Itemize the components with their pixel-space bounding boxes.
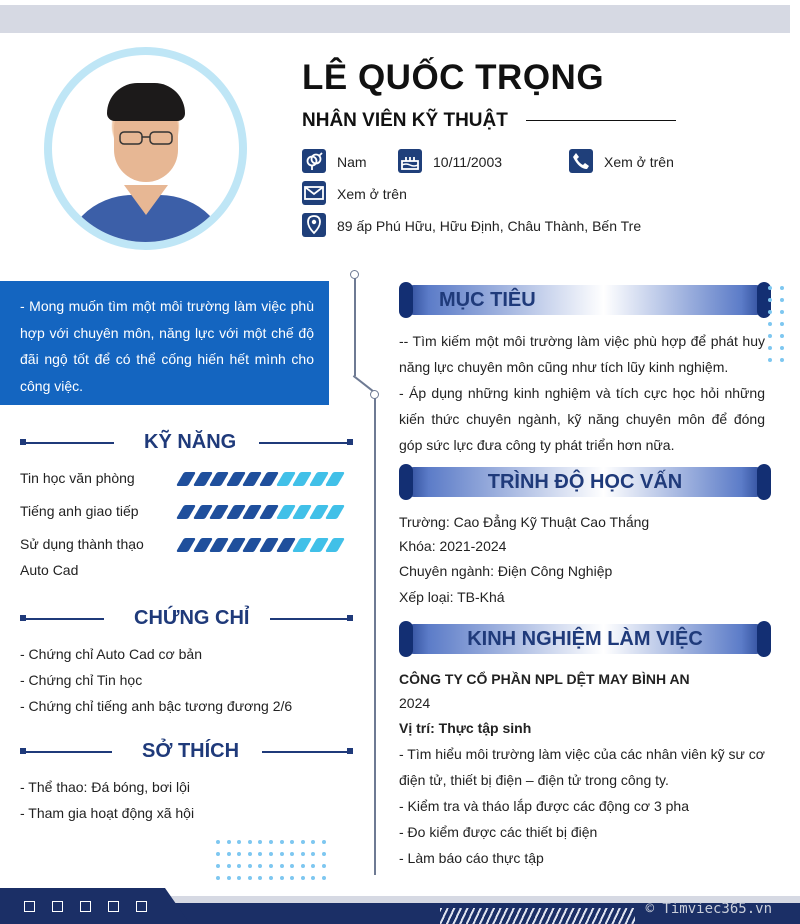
decorative-dot: [258, 876, 262, 880]
decorative-dot: [216, 876, 220, 880]
decorative-dot-grid: [216, 840, 333, 880]
skill-segment-empty: [325, 538, 345, 552]
decorative-dot: [280, 864, 284, 868]
experience-task: - Kiểm tra và tháo lắp được các động cơ 3 pha: [399, 798, 689, 814]
decorative-dot: [322, 852, 326, 856]
phone-icon: [569, 149, 593, 173]
decorative-dot: [780, 358, 784, 362]
timeline-dot: [350, 270, 359, 279]
heading-rule: [259, 442, 352, 444]
certificate-item: - Chứng chỉ Auto Cad cơ bản: [20, 646, 202, 662]
education-school: Trường: Cao Đẳng Kỹ Thuật Cao Thắng: [399, 514, 650, 530]
decorative-dot: [280, 840, 284, 844]
decorative-dot-grid: [768, 286, 792, 362]
decorative-dot: [237, 876, 241, 880]
gender-icon: [302, 149, 326, 173]
top-banner: [0, 5, 790, 33]
decorative-dot: [311, 840, 315, 844]
address-value: 89 ấp Phú Hữu, Hữu Định, Châu Thành, Bến Tre: [337, 218, 642, 234]
decorative-dot: [311, 852, 315, 856]
decorative-dot: [290, 876, 294, 880]
experience-task: - Tìm hiểu môi trường làm việc của các nhân viên kỹ sư cơ điện tử, thiết bị điện – điện tử trong công ty.: [399, 746, 765, 788]
decorative-dot: [269, 864, 273, 868]
decorative-dot: [290, 852, 294, 856]
decorative-dot: [780, 298, 784, 302]
email-value: Xem ở trên: [337, 186, 407, 202]
experience-heading: KINH NGHIỆM LÀM VIỆC: [467, 628, 703, 650]
timeline-line: [374, 395, 376, 875]
education-heading-banner: [399, 464, 771, 500]
decorative-dot: [258, 852, 262, 856]
decorative-dot: [290, 840, 294, 844]
skill-rating-bar: [180, 505, 346, 519]
heading-marker: [347, 439, 353, 445]
decorative-dot: [216, 864, 220, 868]
decorative-dot: [311, 864, 315, 868]
avatar: [52, 55, 239, 242]
decorative-dot: [237, 852, 241, 856]
decorative-dot: [768, 322, 772, 326]
decorative-dot: [322, 840, 326, 844]
company-name: CÔNG TY CỔ PHẦN NPL DỆT MAY BÌNH AN: [399, 671, 690, 687]
decorative-dot: [258, 840, 262, 844]
education-heading: TRÌNH ĐỘ HỌC VẤN: [487, 471, 683, 493]
heading-marker: [347, 615, 353, 621]
skill-rating-bar: [180, 472, 346, 486]
decorative-dot: [301, 852, 305, 856]
decorative-dot: [216, 852, 220, 856]
location-pin-icon: [302, 213, 326, 237]
candidate-name: LÊ QUỐC TRỌNG: [302, 58, 605, 97]
decorative-dot: [280, 852, 284, 856]
career-goal-text: - Mong muốn tìm một môi trường làm việc phù hợp với chuyên môn, năng lực với một chế độ đãi ngộ tốt để có thể cống hiến hết mình cho công việc.: [20, 298, 314, 394]
skill-segment-empty: [325, 472, 345, 486]
decorative-dot: [248, 852, 252, 856]
experience-heading-banner: [399, 621, 771, 657]
timeline-line: [354, 276, 356, 376]
decorative-dot: [768, 358, 772, 362]
footer-square: [136, 901, 147, 912]
email-icon: [302, 181, 326, 205]
decorative-dot: [258, 864, 262, 868]
objective-text-1: -- Tìm kiếm một môi trường làm việc phù hợp để phát huy năng lực chuyên môn cũng như tích lũy kinh nghiệm.: [399, 333, 765, 375]
decorative-dot: [248, 876, 252, 880]
skill-rating-bar: [180, 538, 346, 552]
footer-square: [80, 901, 91, 912]
decorative-dot: [248, 840, 252, 844]
decorative-dot: [780, 310, 784, 314]
skills-heading: KỸ NĂNG: [144, 431, 237, 453]
decorative-dot: [237, 864, 241, 868]
education-grade: Xếp loại: TB-Khá: [399, 589, 505, 605]
decorative-dot: [227, 840, 231, 844]
decorative-dot: [322, 864, 326, 868]
decorative-dot: [780, 286, 784, 290]
birthday-cake-icon: [398, 149, 422, 173]
decorative-dot: [768, 310, 772, 314]
decorative-dot: [301, 864, 305, 868]
heading-rule: [270, 618, 352, 620]
heading-rule: [20, 751, 112, 753]
certificate-item: - Chứng chỉ Tin học: [20, 672, 143, 688]
decorative-dot: [768, 334, 772, 338]
job-title: NHÂN VIÊN KỸ THUẬT: [302, 110, 508, 131]
decorative-dot: [768, 298, 772, 302]
career-goal-box: [0, 281, 329, 405]
decorative-dot: [227, 864, 231, 868]
footer-square: [108, 901, 119, 912]
hobbies-heading: SỞ THÍCH: [142, 740, 240, 762]
skill-label: Tiếng anh giao tiếp: [20, 503, 139, 519]
decorative-dot: [301, 876, 305, 880]
skill-segment-empty: [325, 505, 345, 519]
skill-label-continued: Auto Cad: [20, 562, 79, 578]
decorative-dot: [780, 346, 784, 350]
skill-label: Tin học văn phòng: [20, 470, 135, 486]
birthday-value: 10/11/2003: [433, 154, 503, 170]
hobby-item: - Tham gia hoạt động xã hội: [20, 805, 195, 821]
experience-task: - Làm báo cáo thực tập: [399, 850, 544, 866]
objective-heading: MỤC TIÊU: [439, 289, 536, 311]
heading-rule: [20, 442, 114, 444]
decorative-dot: [780, 322, 784, 326]
heading-rule: [20, 618, 104, 620]
decorative-dot: [290, 864, 294, 868]
gender-value: Nam: [337, 154, 367, 170]
decorative-dot: [269, 840, 273, 844]
decorative-dot: [227, 852, 231, 856]
decorative-dot: [237, 840, 241, 844]
decorative-dot: [269, 876, 273, 880]
decorative-dot: [216, 840, 220, 844]
certificates-heading: CHỨNG CHỈ: [134, 607, 250, 629]
experience-year: 2024: [399, 695, 431, 711]
education-major: Chuyên ngành: Điện Công Nghiệp: [399, 563, 613, 579]
job-title-underline: [526, 120, 676, 121]
experience-position: Vị trí: Thực tập sinh: [399, 720, 532, 736]
watermark: © Timviec365.vn: [645, 901, 772, 917]
decorative-dot: [280, 876, 284, 880]
decorative-dot: [780, 334, 784, 338]
timeline-dot: [370, 390, 379, 399]
certificate-item: - Chứng chỉ tiếng anh bậc tương đương 2/6: [20, 698, 293, 714]
decorative-dot: [768, 346, 772, 350]
footer-square: [52, 901, 63, 912]
hobby-item: - Thể thao: Đá bóng, bơi lội: [20, 779, 191, 795]
education-period: Khóa: 2021-2024: [399, 538, 507, 554]
phone-value: Xem ở trên: [604, 154, 674, 170]
heading-rule: [262, 751, 352, 753]
decorative-dot: [301, 840, 305, 844]
heading-marker: [347, 748, 353, 754]
footer-square: [24, 901, 35, 912]
decorative-dot: [322, 876, 326, 880]
objective-heading-banner: [399, 282, 771, 318]
decorative-dot: [768, 286, 772, 290]
experience-task: - Đo kiểm được các thiết bị điện: [399, 824, 598, 840]
skill-label: Sử dụng thành thạo: [20, 536, 144, 552]
decorative-dot: [269, 852, 273, 856]
decorative-dot: [248, 864, 252, 868]
objective-text-2: - Áp dụng những kinh nghiệm và tích cực học hỏi những kiến thức chuyên ngành, kỹ năng chuyên môn để đóng góp sức lực đưa công ty phát triển hơn nữa.: [399, 385, 765, 453]
decorative-dot: [311, 876, 315, 880]
decorative-dot: [227, 876, 231, 880]
